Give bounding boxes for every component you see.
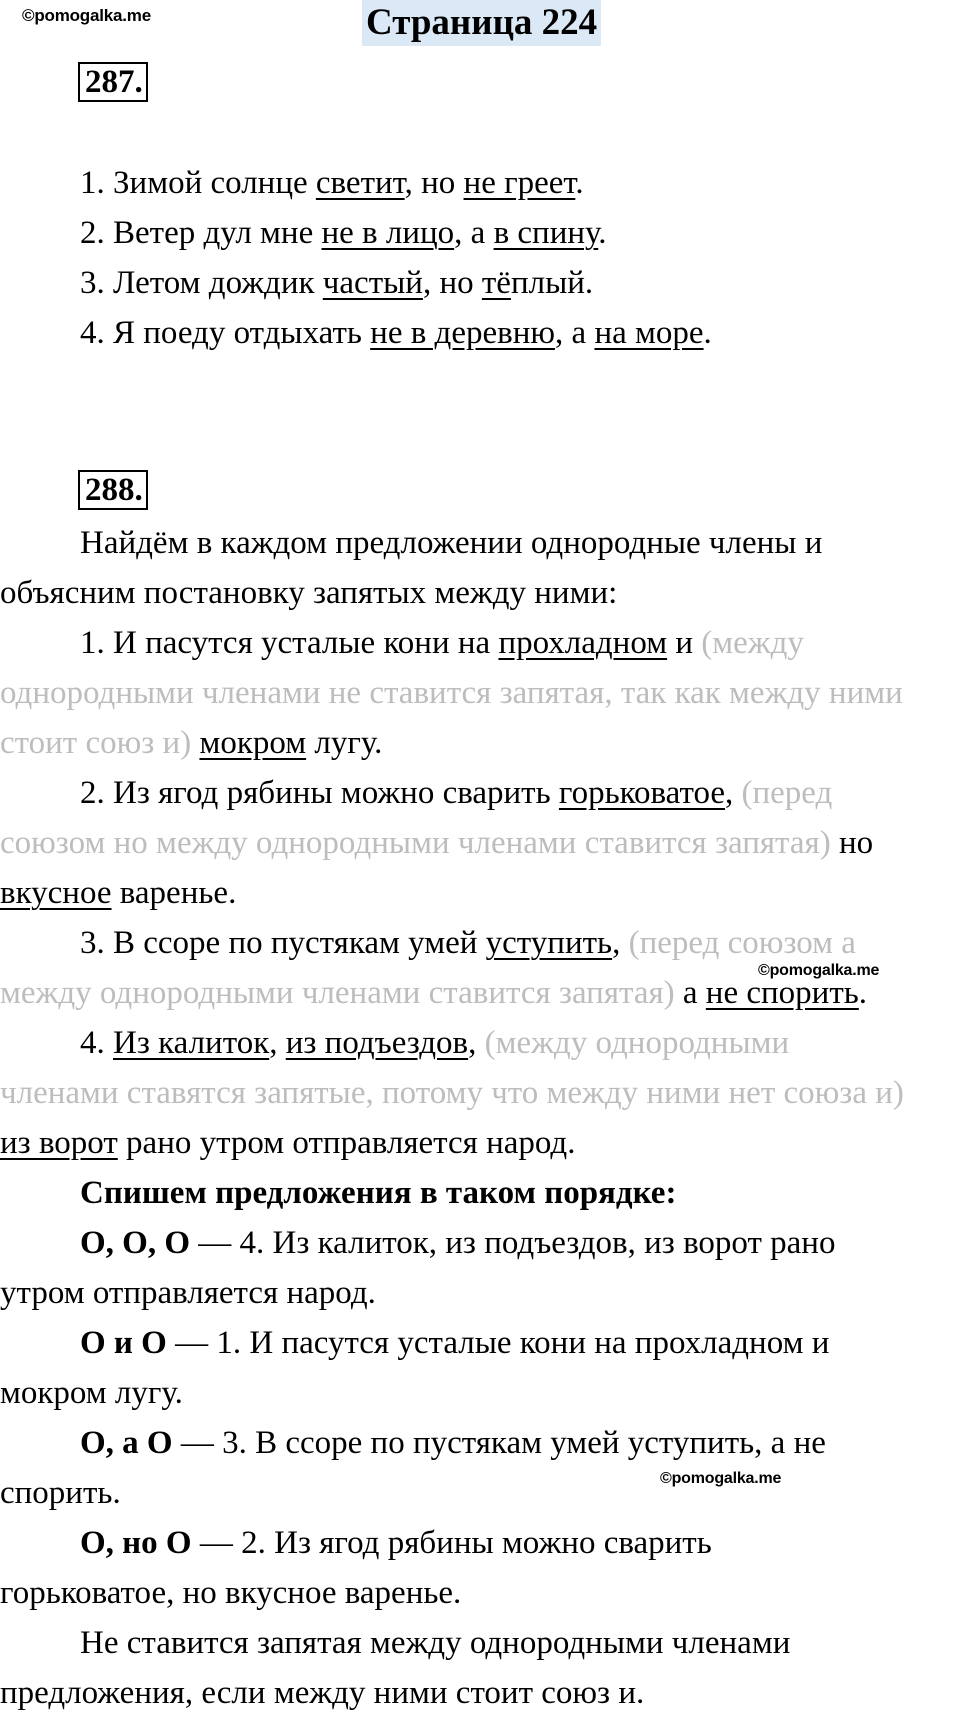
item3-line1 — [80, 918, 856, 969]
watermark-middle-right: ©pomogalka.me — [758, 962, 880, 979]
item2-line1 — [80, 768, 832, 819]
comment-text: (между — [701, 625, 804, 661]
text: рано утром отправляется народ. — [117, 1125, 576, 1161]
order-4-line1 — [80, 1518, 712, 1569]
comment-text: между однородными членами ставится запятая) — [0, 975, 675, 1011]
text: , — [725, 775, 742, 811]
underlined-predicate: светит — [315, 165, 405, 201]
answer-line-3 — [80, 258, 593, 309]
text: и — [667, 625, 702, 661]
text: , но — [404, 165, 464, 201]
text: . — [703, 315, 712, 351]
text: Ветер дул мне — [113, 215, 322, 251]
comment-text: (между однородными — [484, 1025, 790, 1061]
item-number: 2. — [80, 215, 105, 251]
text: — 2. Из ягод рябины можно сварить — [191, 1525, 712, 1561]
comment-text: союзом но между однородными членами ставится запятая) — [0, 825, 831, 861]
item1-line2-comment: однородными членами не ставится запятая, так как между ними — [0, 675, 903, 711]
answer-line-1 — [80, 158, 584, 209]
text: варенье. — [111, 875, 237, 911]
text: 4. — [80, 1025, 113, 1061]
underlined-predicate: частый — [322, 265, 423, 301]
watermark-top-left: ©pomogalka.me — [22, 6, 151, 25]
task-number-288: 288. — [78, 470, 148, 510]
underlined-member: прохладном — [498, 625, 668, 661]
underlined-member: не спорить — [705, 975, 859, 1011]
text: , — [612, 925, 629, 961]
intro-line-1: Найдём в каждом предложении однородные члены и — [80, 525, 823, 561]
scheme: О, а О — [80, 1425, 173, 1461]
underlined-member: Из калиток — [113, 1025, 270, 1061]
item4-line2-comment: членами ставятся запятые, потому что между ними нет союза и) — [0, 1075, 904, 1111]
underlined-member: горьковатое — [558, 775, 726, 811]
order-3-line1 — [80, 1418, 826, 1469]
text: . — [575, 165, 584, 201]
comment-text: (перед союзом а — [628, 925, 856, 961]
text: , а — [555, 315, 595, 351]
item-number: 4. — [80, 315, 105, 351]
order-3-line2: спорить. — [0, 1475, 121, 1511]
underlined-predicate: тё — [481, 265, 511, 301]
text: , а — [454, 215, 494, 251]
order-4-line2: горьковатое, но вкусное варенье. — [0, 1575, 462, 1611]
underlined-member: вкусное — [0, 875, 112, 911]
underlined-member: из ворот — [0, 1125, 118, 1161]
text: Летом дождик — [113, 265, 323, 301]
text: — 3. В ссоре по пустякам умей уступить, а не — [172, 1425, 826, 1461]
page-title: Страница 224 — [362, 0, 601, 46]
underlined-predicate: не греет — [463, 165, 576, 201]
underlined-member: уступить — [485, 925, 613, 961]
order-2-line1 — [80, 1318, 829, 1369]
text: лугу. — [306, 725, 383, 761]
item-number: 3. — [80, 265, 105, 301]
scheme: О, но О — [80, 1525, 192, 1561]
text: — 4. Из калиток, из подъездов, из ворот рано — [190, 1225, 836, 1261]
text: . — [858, 975, 868, 1011]
task-number-287: 287. — [78, 62, 148, 102]
scheme: О и О — [80, 1325, 167, 1361]
item4-line3 — [0, 1118, 575, 1169]
text: , — [269, 1025, 286, 1061]
conclusion-line2: предложения, если между ними стоит союз и. — [0, 1675, 645, 1711]
underlined-member: из подъездов — [285, 1025, 469, 1061]
underlined-member: не в деревню — [370, 315, 556, 351]
item2-line3 — [0, 868, 236, 919]
underlined-member: мокром — [199, 725, 307, 761]
order-1-line2: утром отправляется народ. — [0, 1275, 376, 1311]
item-number: 1. — [80, 165, 105, 201]
text: Я поеду отдыхать — [113, 315, 371, 351]
text: 3. В ссоре по пустякам умей — [80, 925, 486, 961]
text: . — [598, 215, 607, 251]
conclusion-line1: Не ставится запятая между однородными членами — [80, 1625, 791, 1661]
text: плый. — [510, 265, 594, 301]
order-2-line2: мокром лугу. — [0, 1375, 183, 1411]
item3-line2 — [0, 968, 867, 1019]
scheme: О, О, О — [80, 1225, 191, 1261]
order-heading: Спишем предложения в таком порядке: — [80, 1175, 677, 1211]
underlined-member: на море — [594, 315, 704, 351]
item2-line2 — [0, 818, 873, 869]
text: Зимой солнце — [113, 165, 316, 201]
underlined-member: в спину — [493, 215, 599, 251]
text: 1. И пасутся усталые кони на — [80, 625, 499, 661]
text: — 1. И пасутся усталые кони на прохладном и — [166, 1325, 830, 1361]
watermark-bottom: ©pomogalka.me — [660, 1470, 782, 1487]
underlined-member: не в лицо — [321, 215, 455, 251]
comment-text: стоит союз и) — [0, 725, 200, 761]
item1-line1 — [80, 618, 804, 669]
intro-line-2: объясним постановку запятых между ними: — [0, 575, 618, 611]
text: 2. Из ягод рябины можно сварить — [80, 775, 559, 811]
text: , но — [422, 265, 482, 301]
comment-text: (перед — [741, 775, 833, 811]
text: , — [468, 1025, 485, 1061]
text: а — [674, 975, 706, 1011]
item4-line1 — [80, 1018, 789, 1069]
order-1-line1 — [80, 1218, 835, 1269]
answer-line-2 — [80, 208, 606, 259]
item1-line3 — [0, 718, 382, 769]
answer-line-4 — [80, 308, 712, 359]
text: но — [830, 825, 874, 861]
